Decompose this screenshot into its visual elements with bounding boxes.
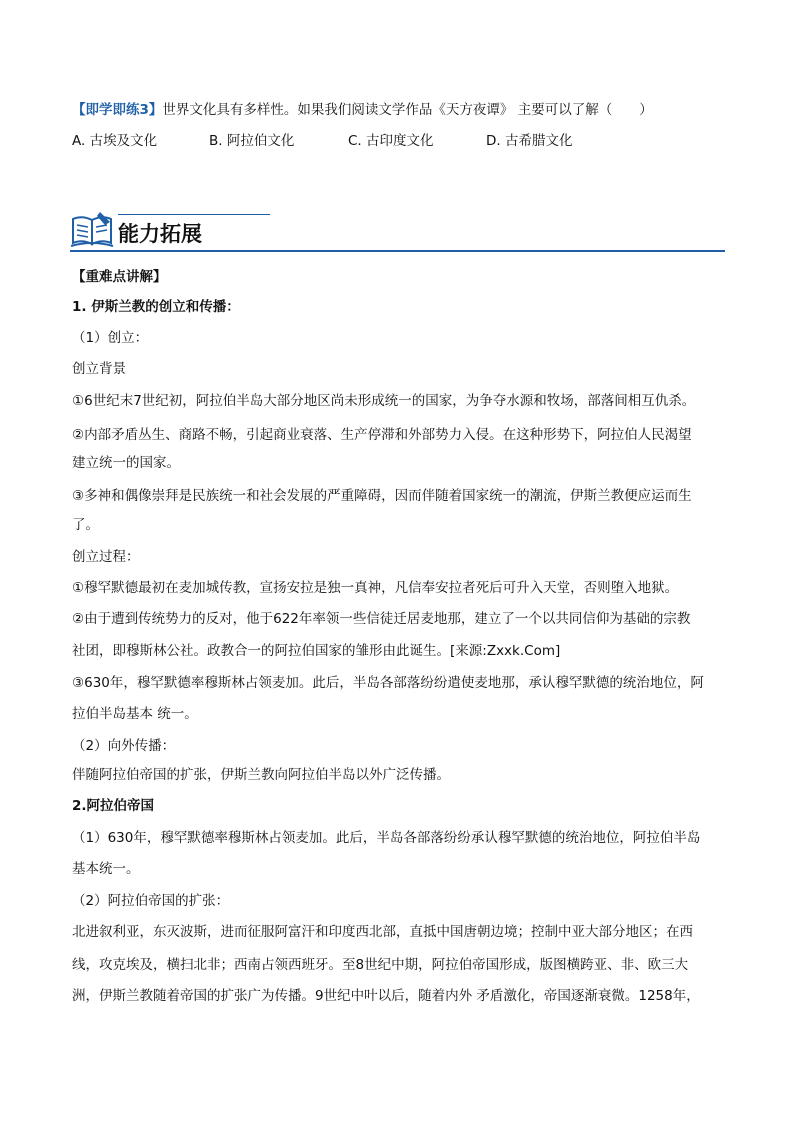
paragraph-line: 拉伯半岛基本 统一。 (72, 706, 198, 722)
subheading-expansion: （2）阿拉伯帝国的扩张： (72, 893, 230, 909)
paragraph-line: 北进叙利亚，东灭波斯，进而征服阿富汗和印度西北部，直抵中国唐朝边境；控制中亚大部分地区；在西 (72, 924, 693, 940)
subheading-founding: （1）创立： (72, 330, 149, 346)
paragraph-line: ③630年，穆罕默德率穆斯林占领麦加。此后，半岛各部落纷纷遣使麦地那，承认穆罕默德的统治地位，阿 (72, 675, 704, 691)
paragraph-line: ②内部矛盾丛生、商路不畅，引起商业衰落、生产停滞和外部势力入侵。在这种形势下，阿拉伯人民渴望 (72, 427, 692, 443)
option-a: A. 古埃及文化 (72, 133, 158, 149)
paragraph-line: ②由于遭到传统势力的反对，他于622年率领一些信徒迁居麦地那，建立了一个以共同信仰为基础的宗教 (72, 611, 691, 627)
option-d: D. 古希腊文化 (486, 133, 573, 149)
paragraph-line: 线，攻克埃及，横扫北非；西南占领西班牙。至8世纪中期，阿拉伯帝国形成，版图横跨亚、非、欧三大 (72, 957, 689, 973)
section-title: 能力拓展 (118, 222, 202, 246)
heading-key-points: 【重难点讲解】 (72, 269, 167, 285)
section-header (70, 208, 725, 252)
paragraph-line: 社团，即穆斯林公社。政教合一的阿拉伯国家的雏形由此诞生。[来源:Zxxk.Com] (72, 643, 561, 659)
option-c: C. 古印度文化 (348, 133, 434, 149)
practice-tag: 【即学即练3】 (72, 102, 163, 118)
paragraph-line: ①6世纪末7世纪初，阿拉伯半岛大部分地区尚未形成统一的国家，为争夺水源和牧场，部落间相互仇杀。 (72, 393, 696, 409)
paragraph-line: 基本统一。 (72, 861, 140, 877)
paragraph-line: （1）630年，穆罕默德率穆斯林占领麦加。此后，半岛各部落纷纷承认穆罕默德的统治地位，阿拉伯半岛 (72, 830, 701, 846)
title-top-rule (118, 214, 270, 215)
paragraph-line: ①穆罕默德最初在麦加城传教，宣扬安拉是独一真神，凡信奉安拉者死后可升入天堂，否则堕入地狱。 (72, 580, 679, 596)
paragraph-line: 了。 (72, 517, 99, 533)
paragraph-line: 建立统一的国家。 (72, 455, 180, 471)
practice-question-text: 世界文化具有多样性。如果我们阅读文学作品《天方夜谭》 主要可以了解（ ） (162, 102, 653, 118)
paragraph-line: 洲，伊斯兰教随着帝国的扩张广为传播。9世纪中叶以后，随着内外 矛盾激化，帝国逐渐衰微。1258年， (72, 988, 700, 1004)
paragraph-line: 伴随阿拉伯帝国的扩张，伊斯兰教向阿拉伯半岛以外广泛传播。 (72, 767, 450, 783)
heading-arab-empire: 2.阿拉伯帝国 (72, 798, 155, 814)
practice-question (72, 97, 732, 124)
label-process: 创立过程： (72, 549, 140, 565)
label-background: 创立背景 (72, 361, 126, 377)
heading-islam: 1. 伊斯兰教的创立和传播： (72, 299, 240, 315)
book-pen-icon (70, 210, 114, 248)
section-underline (70, 250, 725, 252)
paragraph-line: ③多神和偶像崇拜是民族统一和社会发展的严重障碍，因而伴随着国家统一的潮流，伊斯兰教便应运而生 (72, 488, 692, 504)
subheading-spread: （2）向外传播： (72, 738, 176, 754)
option-b: B. 阿拉伯文化 (209, 133, 295, 149)
